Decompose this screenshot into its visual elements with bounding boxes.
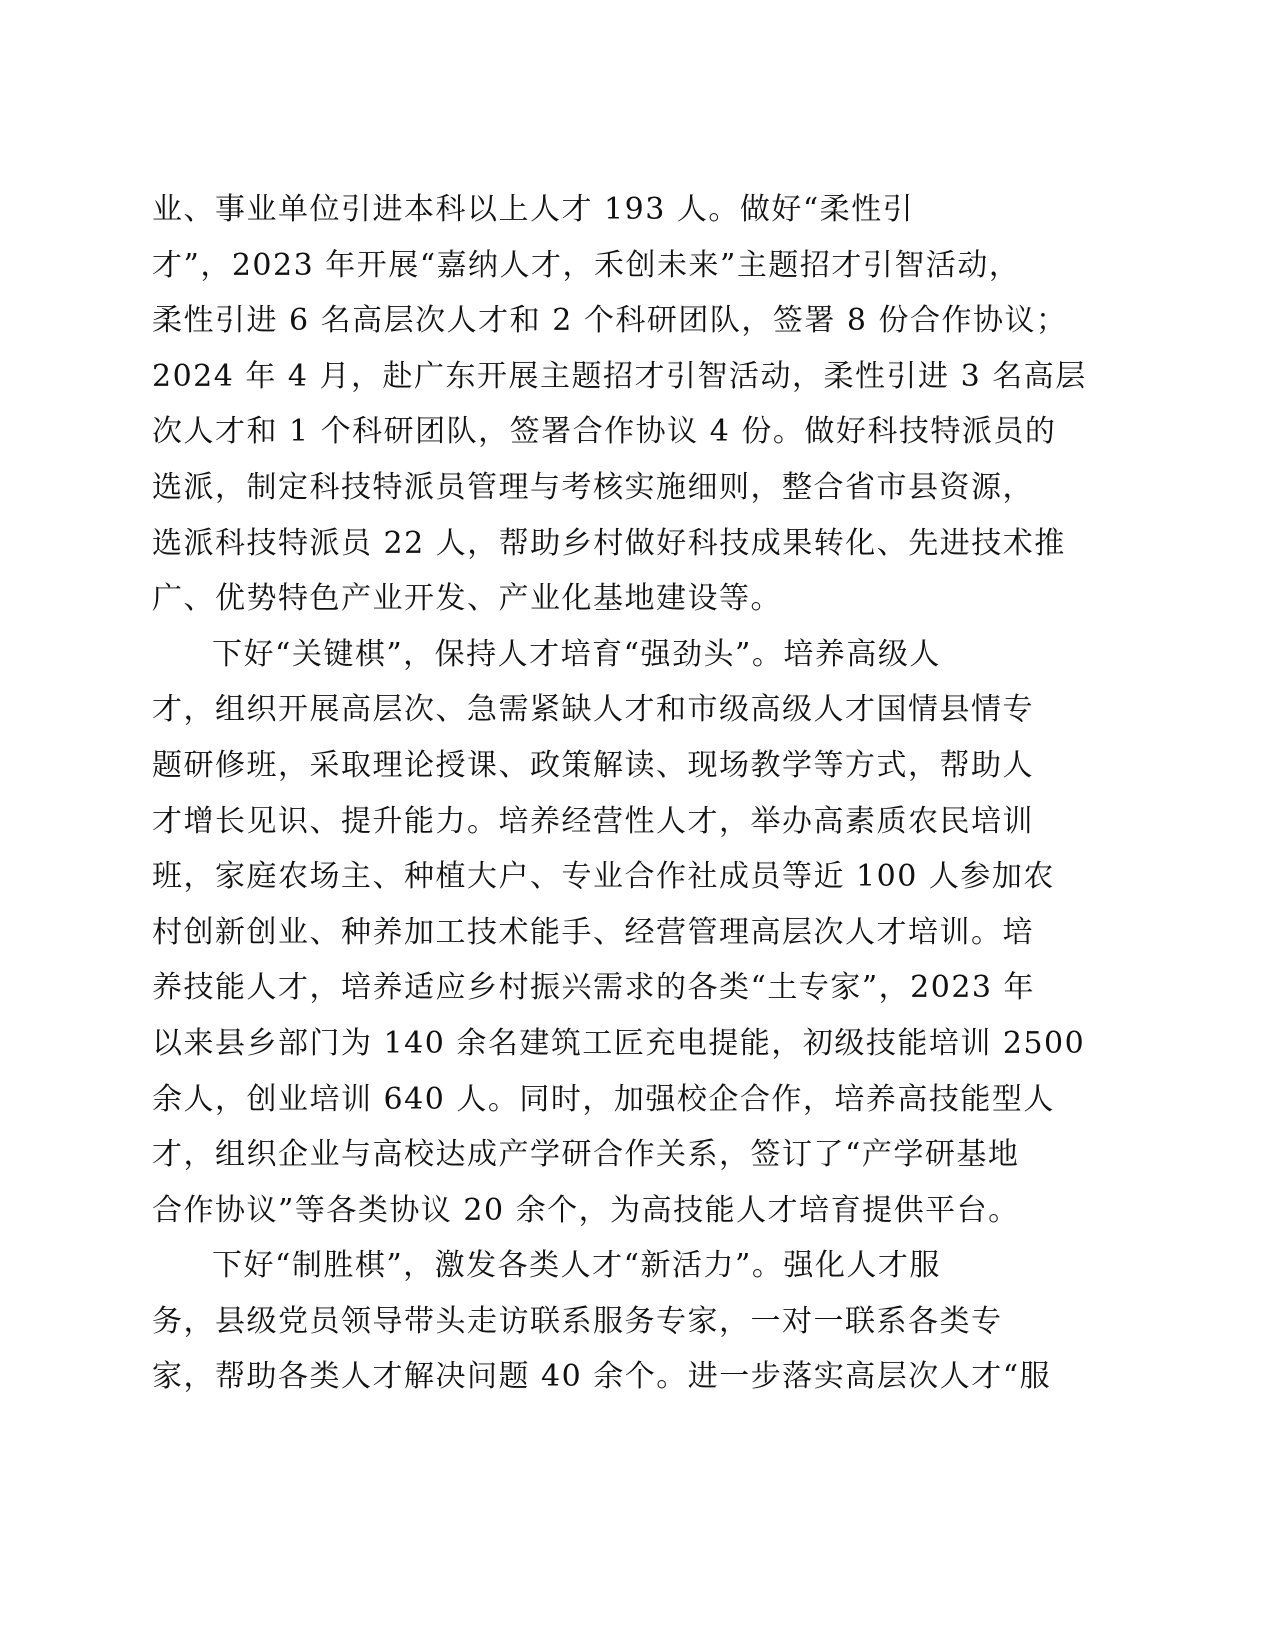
text-line: 选派科技特派员 22 人，帮助乡村做好科技成果转化、先进技术推 — [152, 525, 1066, 561]
text-line: 次人才和 1 个科研团队，签署合作协议 4 份。做好科技特派员的 — [152, 414, 1057, 450]
paragraph-start-winning-move: 下好“制胜棋”，激发各类人才“新活力”。强化人才服 — [212, 1248, 941, 1284]
body-text — [152, 182, 1112, 1405]
text-line: 合作协议”等各类协议 20 余个，为高技能人才培育提供平台。 — [152, 1192, 1020, 1228]
text-line: 以来县乡部门为 140 余名建筑工匠充电提能，初级技能培训 2500 — [152, 1025, 1086, 1061]
text-line: 才”，2023 年开展“嘉纳人才，禾创未来”主题招才引智活动， — [152, 247, 1021, 283]
paragraph-start-key-move: 下好“关键棋”，保持人才培育“强劲头”。培养高级人 — [212, 636, 941, 672]
text-line: 才，组织企业与高校达成产学研合作关系，签订了“产学研基地 — [152, 1137, 1020, 1173]
text-line: 余人，创业培训 640 人。同时，加强校企合作，培养高技能型人 — [152, 1081, 1055, 1117]
text-line: 选派，制定科技特派员管理与考核实施细则，整合省市县资源， — [152, 469, 1034, 505]
text-line: 班，家庭农场主、种植大户、专业合作社成员等近 100 人参加农 — [152, 859, 1055, 895]
text-line: 家，帮助各类人才解决问题 40 余个。进一步落实高层次人才“服 — [152, 1359, 1052, 1395]
text-line: 2024 年 4 月，赴广东开展主题招才引智活动，柔性引进 3 名高层 — [152, 358, 1087, 394]
text-line: 柔性引进 6 名高层次人才和 2 个科研团队，签署 8 份合作协议； — [152, 303, 1068, 339]
text-line: 村创新创业、种养加工技术能手、经营管理高层次人才培训。培 — [152, 914, 1034, 950]
text-line: 务，县级党员领导带头走访联系服务专家，一对一联系各类专 — [152, 1303, 1003, 1339]
text-line: 题研修班，采取理论授课、政策解读、现场教学等方式，帮助人 — [152, 747, 1034, 783]
text-line: 广、优势特色产业开发、产业化基地建设等。 — [152, 581, 782, 617]
text-line: 业、事业单位引进本科以上人才 193 人。做好“柔性引 — [152, 192, 915, 227]
text-line: 养技能人才，培养适应乡村振兴需求的各类“土专家”，2023 年 — [152, 970, 1036, 1006]
text-line: 才增长见识、提升能力。培养经营性人才，举办高素质农民培训 — [152, 803, 1034, 839]
text-line: 才，组织开展高层次、急需紧缺人才和市级高级人才国情县情专 — [152, 692, 1034, 728]
